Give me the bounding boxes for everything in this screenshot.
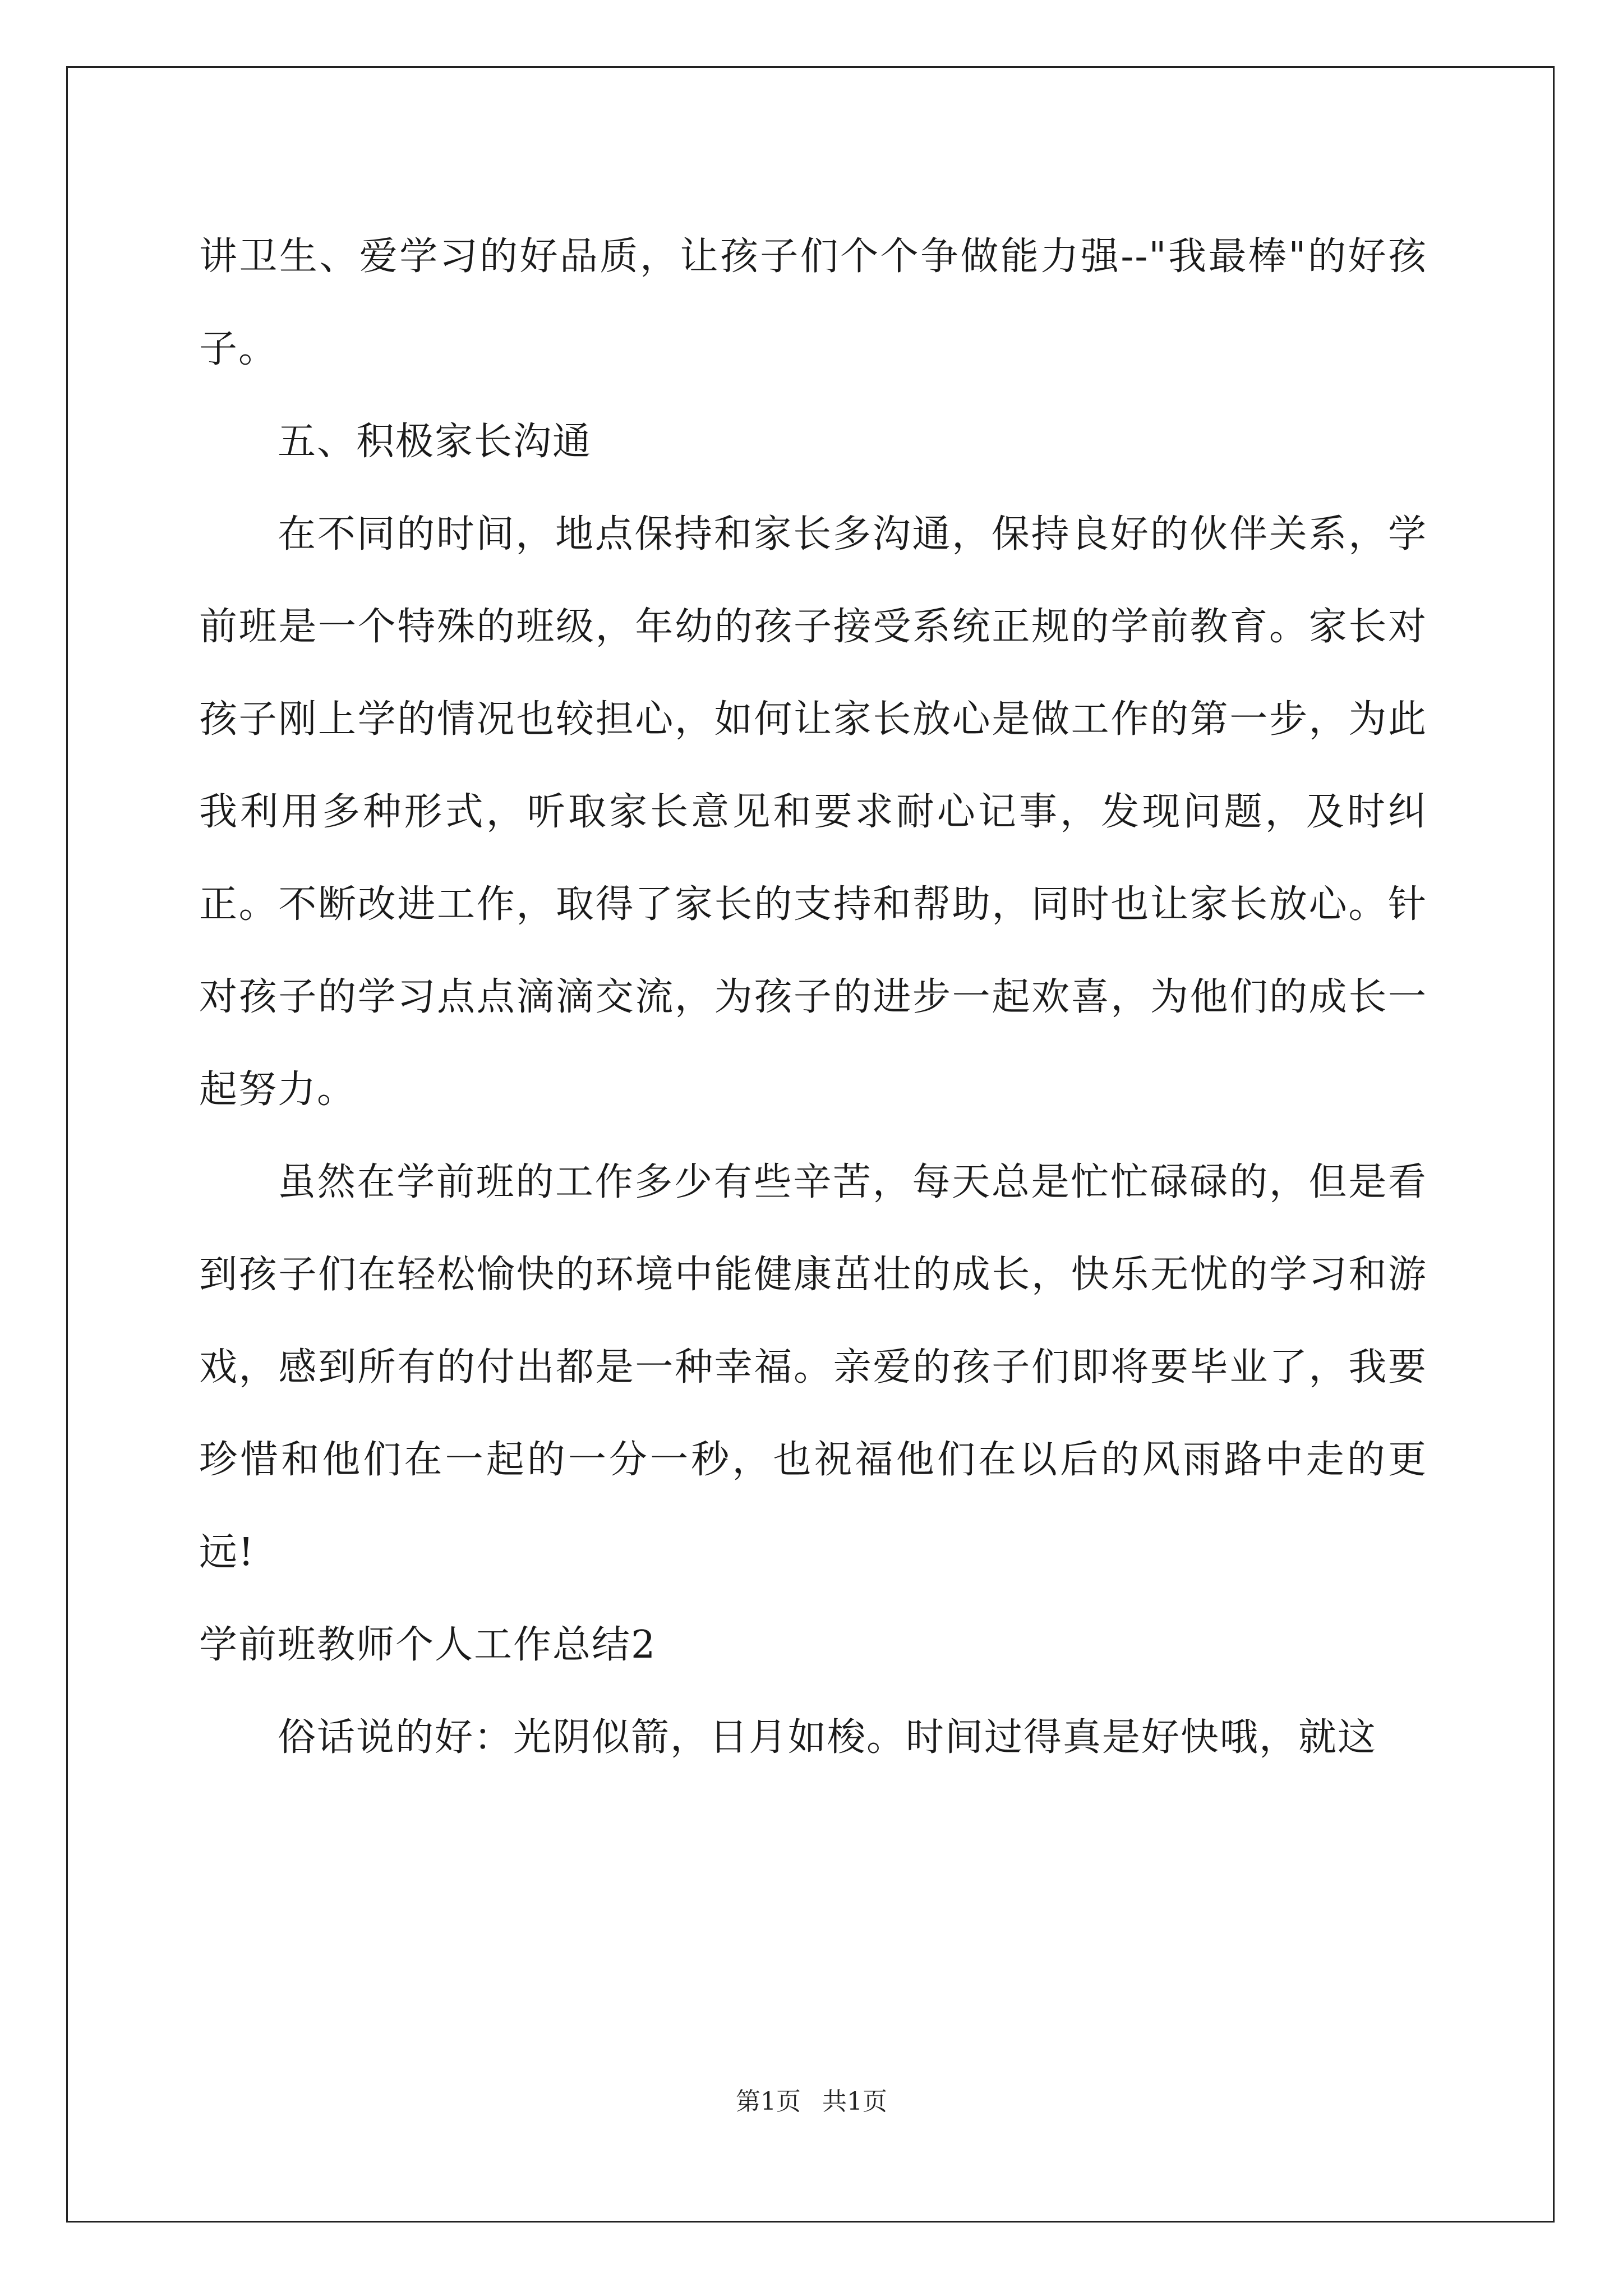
- section-heading: 五、积极家长沟通: [278, 420, 592, 464]
- page-total: 共1页: [822, 2087, 887, 2116]
- paragraph-parent-communication: 在不同的时间，地点保持和家长多沟通，保持良好的伙伴关系，学前班是一个特殊的班级，年幼的孩子接受系统正规的学前教育。家长对孩子刚上学的情况也较担心，如何让家长放心是做工作的第一步，为此我利用多种形式，听取家长意见和要求耐心记事，发现问题，及时纠正。不断改进工作，取得了家长的支持和帮助，同时也让家长放心。针对孩子的学习点点滴滴交流，为孩子的进步一起欢喜，为他们的成长一起努力。: [199, 512, 1427, 1112]
- document-body: [199, 210, 1427, 1784]
- page-number: 第1页: [736, 2087, 801, 2116]
- paragraph-opening: 俗话说的好：光阴似箭，日月如梭。时间过得真是好快哦，就这: [278, 1715, 1377, 1760]
- page-footer: [0, 2081, 1623, 2117]
- document-title: 学前班教师个人工作总结2: [199, 1623, 657, 1667]
- paragraph-reflection: 虽然在学前班的工作多少有些辛苦，每天总是忙忙碌碌的，但是看到孩子们在轻松愉快的环境中能健康茁壮的成长，快乐无忧的学习和游戏，感到所有的付出都是一种幸福。亲爱的孩子们即将要毕业了，我要珍惜和他们在一起的一分一秒，也祝福他们在以后的风雨路中走的更远!: [199, 1160, 1427, 1575]
- paragraph-continuation: 讲卫生、爱学习的好品质，让孩子们个个争做能力强--"我最棒"的好孩子。: [199, 234, 1427, 371]
